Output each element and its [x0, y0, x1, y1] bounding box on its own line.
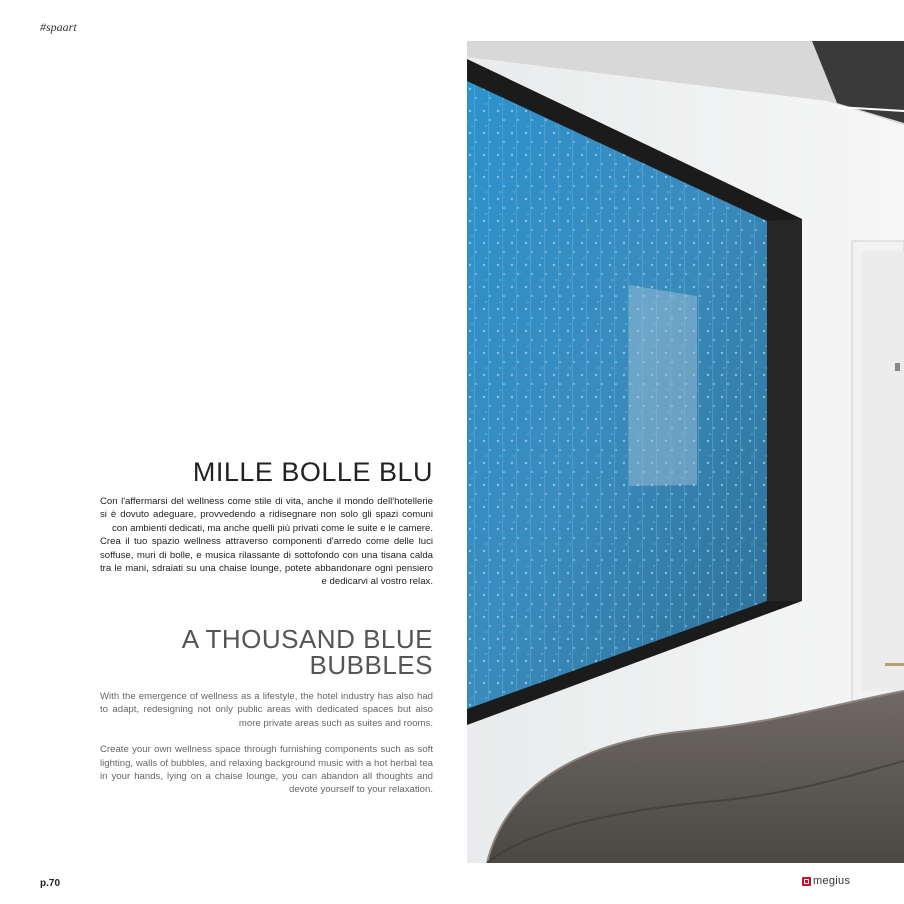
english-title-line: BUBBLES	[309, 650, 433, 680]
brand-name: megius	[813, 875, 851, 887]
italian-body	[100, 495, 433, 589]
brand-logo	[802, 875, 850, 887]
italian-title: MILLE BOLLE BLU	[192, 457, 433, 487]
english-body	[100, 690, 433, 810]
english-title	[100, 626, 433, 678]
english-title-line: A THOUSAND BLUE	[181, 624, 433, 654]
english-paragraph: With the emergence of wellness as a lifestyle, the hotel industry has also had to adapt, redesigning not only public areas with dedicated spaces but also more private areas such as suites and rooms.	[100, 691, 433, 729]
italian-paragraph: Crea il tuo spazio wellness attraverso componenti d'arredo come delle luci soffuse, muri di bolle, e musica rilassante di sottofondo con una tisana calda tra le mani, sdraiati su una chaise lounge, potete abbandonare ogni pensiero e dedicarvi al vostro relax.	[100, 536, 433, 588]
page-number: p.70	[40, 878, 61, 889]
english-paragraph: Create your own wellness space through furnishing components such as soft lighting, walls of bubbles, and relaxing background music with a hot herbal tea in your hands, lying on a chaise lounge, you can abandon all thoughts and devote yourself to your relaxation.	[100, 744, 433, 796]
section-tag: #spaart	[40, 20, 77, 34]
brand-mark-icon	[802, 877, 811, 886]
bubble-wall-photo	[467, 41, 904, 863]
italian-paragraph: Con l'affermarsi del wellness come stile di vita, anche il mondo dell'hotellerie si è dovuto adeguare, provvedendo a ridisegnare non solo gli spazi comuni con ambienti dedicati, ma anche quelli più privati come le suite e le camere.	[100, 496, 433, 534]
